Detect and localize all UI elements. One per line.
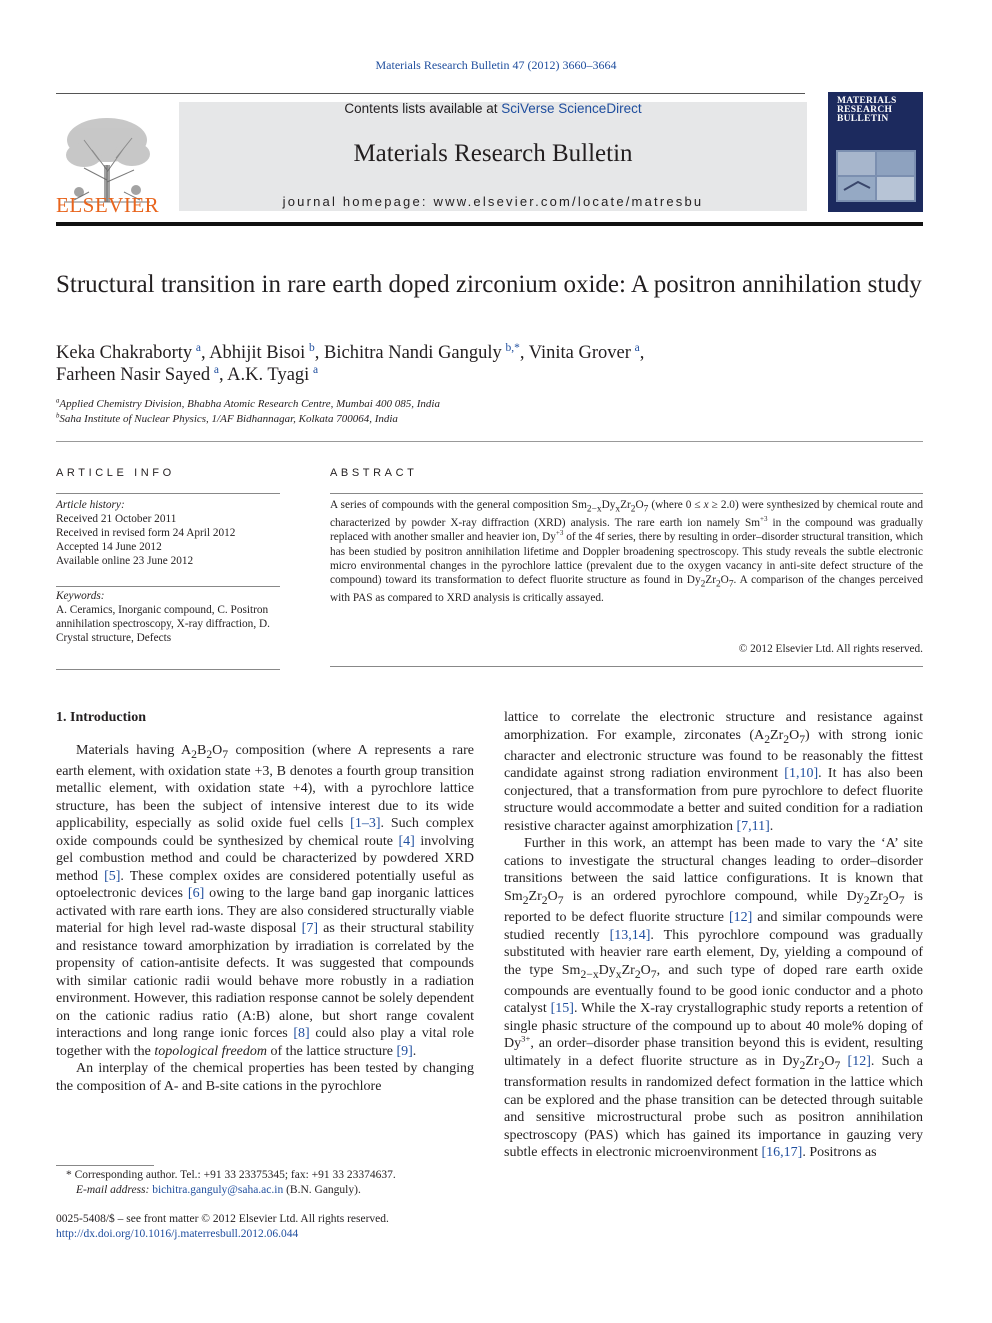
sciencedirect-link[interactable]: SciVerse ScienceDirect [501, 101, 642, 116]
reference-link[interactable]: [1–3] [350, 816, 381, 832]
cover-image-icon [836, 150, 916, 202]
footnote-corresponding: * Corresponding author. Tel.: +91 33 23375345; fax: +91 33 23374637. [66, 1169, 396, 1181]
reference-link[interactable]: [8] [293, 1026, 310, 1042]
affiliation-mark[interactable]: b [309, 341, 315, 354]
page-footer [56, 1212, 476, 1241]
email-link[interactable]: bichitra.ganguly@saha.ac.in [152, 1183, 284, 1196]
journal-name: Materials Research Bulletin [353, 140, 633, 167]
footnote-rule [56, 1165, 154, 1166]
reference-link[interactable]: [7,11] [736, 818, 770, 834]
article-history [56, 498, 280, 568]
issn-line: 0025-5408/$ – see front matter © 2012 Elsevier Ltd. All rights reserved. [56, 1213, 389, 1225]
rule [330, 493, 923, 494]
affiliation-mark[interactable]: a [195, 341, 201, 354]
author-name: Farheen Nasir Sayed [56, 365, 211, 385]
paragraph: An interplay of the chemical properties has been tested by changing the composition of A- and B-site cations in the pyrochlore [56, 1061, 474, 1094]
section-rule [56, 441, 923, 442]
reference-link[interactable]: [15] [550, 1001, 574, 1017]
keywords-text: A. Ceramics, Inorganic compound, C. Positron annihilation spectroscopy, X-ray diffraction, D. Crystal structure, Defects [56, 604, 270, 645]
history-item: Received 21 October 2011 [56, 513, 177, 526]
header-rule [56, 93, 805, 94]
author-name: Abhijit Bisoi [209, 343, 306, 363]
affiliation-mark[interactable]: a [634, 341, 640, 354]
paragraph: Further in this work, an attempt has been made to vary the ‘A’ site cations to investigate the structural changes leading to order–disorder transitions between the said lattice configurations. It is known that $Sm_2Zr_2O_7$ is an ordered pyrochlore compound, while $Dy_2Zr_2O_7$ is reported to be defect fluorite structure [12] and similar compounds were studied recently [13,14]. This pyrochlore compound was gradually substituted with heavier rare earth element, Dy, yielding a compound of the type $Sm_{2-x}Dy_xZr_2O_7$, and such type of doped rare earth oxide compounds are eventually found to be good ionic conductor and a photo catalyst [15]. While the X-ray crystallographic study reports a retention of single phasic structure of the compound up to about 40 mole% doping of $Dy^{3+}$, an order–disorder phase transition beyond this is evident, resulting ultimately in a defect fluorite structure as in $Dy_2Zr_2O_7$ [12]. Such a transformation results in randomized defect formation in the lattice which can be explored and the phase transition can be detected through suitable and sensitive microstructural probe such as positron annihilation spectroscopy (PAS) which has gained its importance in gauzing very subtle effects in electronic microenvironment [16,17]. Positrons as [504, 836, 923, 1161]
journal-cover-thumbnail[interactable] [828, 92, 923, 212]
keywords [56, 589, 280, 645]
affiliations [56, 397, 916, 427]
affiliation: $^a$Applied Chemistry Division, Bhabha Atomic Research Centre, Mumbai 400 085, India [56, 397, 440, 410]
footnote: * Corresponding author. Tel.: +91 33 23375345; fax: +91 33 23374637. E-mail address: bichitra.ganguly@saha.ac.in (B.N. Ganguly). [56, 1168, 476, 1197]
journal-homepage[interactable]: journal homepage: www.elsevier.com/locate/matresbu [282, 194, 704, 209]
affiliation-mark[interactable]: a [313, 363, 319, 376]
rule [330, 666, 923, 667]
history-item: Received in revised form 24 April 2012 [56, 527, 236, 540]
abstract-copyright: © 2012 Elsevier Ltd. All rights reserved. [738, 643, 923, 655]
body-column-left [56, 709, 474, 1095]
reference-link[interactable]: [1,10] [784, 766, 819, 782]
reference-link[interactable]: [13,14] [609, 927, 651, 943]
doi-link[interactable]: http://dx.doi.org/10.1016/j.materresbull.2012.06.044 [56, 1227, 299, 1240]
reference-link[interactable]: [12] [847, 1053, 871, 1069]
author-list: Keka Chakraborty $^a$, Abhijit Bisoi $^b$, Bichitra Nandi Ganguly $^{b,*}$, Vinita Grover $^a$, Farheen Nasir Sayed $^a$, A.K. Tyagi $^a$ [56, 341, 645, 385]
reference-link[interactable]: [9] [396, 1043, 413, 1059]
keywords-label: Keywords: [56, 590, 105, 602]
section-heading: 1. Introduction [56, 710, 146, 725]
affiliation-mark[interactable]: b,* [505, 341, 520, 354]
header-thick-rule [56, 222, 923, 226]
author-name: Bichitra Nandi Ganguly [324, 343, 502, 363]
history-item: Accepted 14 June 2012 [56, 541, 162, 554]
reference-link[interactable]: [7] [301, 921, 318, 937]
reference-link[interactable]: [4] [398, 833, 415, 849]
affiliation-mark[interactable]: a [213, 363, 219, 376]
paragraph: Materials having $A_2B_2O_7$ composition (where A represents a rare earth element, with oxidation state +3, B denotes a fourth group transition metallic element, with oxidation state +4), with a pyrochlore lattice structure, has been the subject of intensive interest due to its wide applicability, especially as solid oxide fuel cells [1–3]. Such complex oxide compounds could be synthesized by chemical route [4] involving gel combustion method and could be characterized by powdered XRD method [5]. These complex oxides are considered potentially useful as optoelectronic devices [6] owing to the large band gap inorganic lattices activated with rare earth ions. They are also considered structurally viable material for high level rad-waste disposal [7] as their structural stability and resistance toward amorphization by irradiation is correlated by the propensity of cation-antisite defects. It was suggested that compounds with similar cationic radii would behave more robustly in a radiation environment. However, this radiation response cannot be solely dependent on the cationic radius ratio (A:B) alone, but short range covalent interactions and long range ionic forces [8] could also play a vital role together with the topological freedom of the lattice structure [9]. [56, 742, 474, 1059]
cover-title: MATERIALS RESEARCH BULLETIN [837, 96, 897, 124]
author-name: Keka Chakraborty [56, 343, 193, 363]
affiliation: $^b$Saha Institute of Nuclear Physics, 1/AF Bidhannagar, Kolkata 700064, India [56, 412, 398, 425]
reference-link[interactable]: [6] [187, 886, 205, 902]
rule [56, 586, 280, 587]
reference-link[interactable]: [12] [728, 910, 753, 926]
author-name: Vinita Grover [528, 343, 631, 363]
article-title: Structural transition in rare earth doped zirconium oxide: A positron annihilation study [56, 271, 922, 298]
author-name: A.K. Tyagi [227, 365, 310, 385]
article-info-heading: ARTICLE INFO [56, 467, 175, 479]
history-label: Article history: [56, 499, 125, 511]
history-item: Available online 23 June 2012 [56, 555, 194, 568]
journal-citation[interactable]: Materials Research Bulletin 47 (2012) 3660–3664 [375, 58, 617, 72]
abstract-text: A series of compounds with the general composition $Sm_{2-x}Dy_xZr_2O_7$ (where 0 ≤ x ≥ 2.0) were synthesized by chemical route and characterized by powder X-ray diffraction (XRD) analysis. The rare earth ion namely $Sm^{+3}$ in the compound was gradually replaced with another smaller and heavier ion, $Dy^{+3}$ of the 4f series, there by resulting in order–disorder structural transition, which has been studied by positron annihilation lifetime and Doppler broadening spectroscopy. This study reveals the subtle electronic micro environmental changes in the pyrochlore lattice (prevalent due to the oxygen vacancy in anti-site defect structure of the compound) toward its transformation to defect fluorite structure as found in $Dy_2Zr_2O_7$. A comparison of the changes perceived with PAS as compared to XRD analysis is critically assayed. [330, 499, 924, 605]
body-column-right [504, 709, 923, 1162]
reference-link[interactable]: [16,17] [761, 1145, 803, 1161]
rule [56, 669, 280, 670]
elsevier-wordmark: ELSEVIER [56, 193, 160, 217]
rule [56, 493, 280, 494]
contents-line: Contents lists available at SciVerse ScienceDirect [344, 101, 642, 116]
paragraph: lattice to correlate the electronic structure and resistance against amorphization. For example, zirconates $(A_2Zr_2O_7)$ with strong ionic character and electronic structure was found to be reasonably the fittest candidate against strong radiation environment [1,10]. It has also been conjectured, that a transformation from pure pyrochlore to defect fluorite structure would accommodate a better and suited condition for a radiation resistive character against amorphization [7,11]. [504, 710, 924, 834]
email-label: E-mail address: [76, 1183, 153, 1196]
abstract-heading: ABSTRACT [330, 467, 418, 479]
reference-link[interactable]: [5] [104, 868, 121, 884]
